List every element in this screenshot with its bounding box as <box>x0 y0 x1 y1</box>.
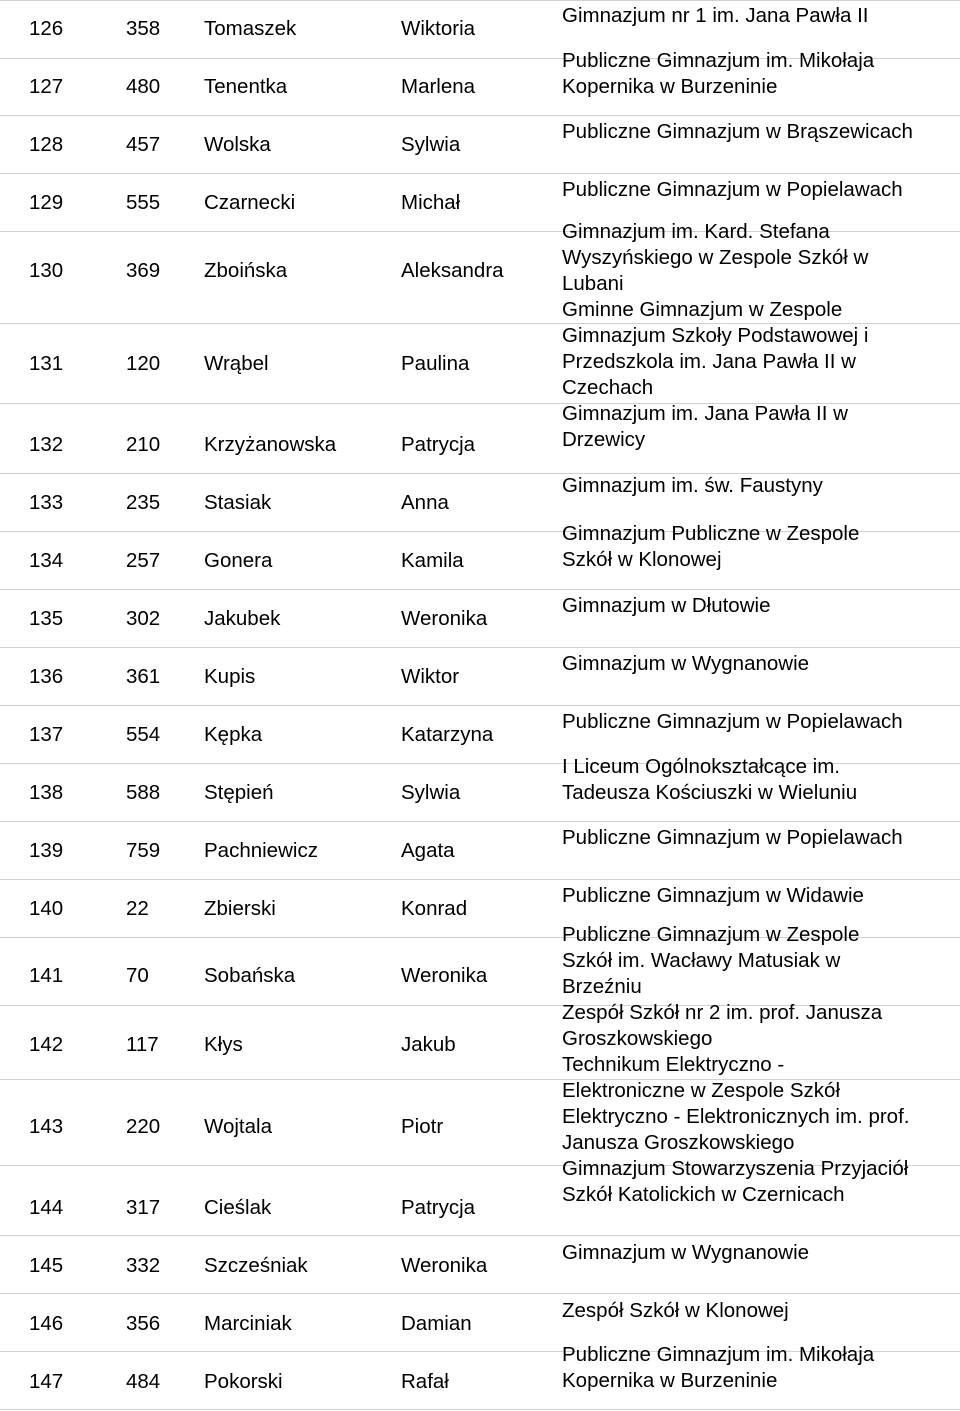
row-number: 144 <box>29 1196 64 1219</box>
row-school <box>562 119 913 145</box>
row-code: 317 <box>126 1196 161 1219</box>
row-number: 128 <box>29 133 64 156</box>
school-line: Gimnazjum nr 1 im. Jana Pawła II <box>562 4 869 27</box>
row-school <box>562 1240 809 1266</box>
row-school <box>562 922 909 1208</box>
row-code: 555 <box>126 191 161 214</box>
row-school <box>562 651 809 677</box>
row-number: 143 <box>29 1115 64 1138</box>
row-school <box>562 473 823 499</box>
row-number: 126 <box>29 17 64 40</box>
school-line: Gimnazjum im. Jana Pawła II w <box>562 402 848 425</box>
row-first-name: Paulina <box>401 352 470 375</box>
row-code: 332 <box>126 1254 161 1277</box>
school-line: Zespół Szkół nr 2 im. prof. Janusza <box>562 1001 883 1024</box>
row-surname: Sobańska <box>204 964 296 987</box>
school-line: Publiczne Gimnazjum im. Mikołaja <box>562 1343 875 1366</box>
row-first-name: Agata <box>401 839 455 862</box>
school-line: Gimnazjum w Wygnanowie <box>562 1241 810 1264</box>
school-line: Publiczne Gimnazjum w Popielawach <box>562 710 903 733</box>
row-surname: Cieślak <box>204 1196 272 1219</box>
school-line: Gimnazjum Stowarzyszenia Przyjaciół <box>562 1157 909 1180</box>
school-line: Lubani <box>562 272 624 295</box>
row-code: 117 <box>126 1033 159 1056</box>
row-first-name: Sylwia <box>401 133 461 156</box>
row-surname: Stępień <box>204 781 274 804</box>
row-surname: Tenentka <box>204 75 288 98</box>
row-school <box>562 593 770 619</box>
school-line: Gimnazjum Publiczne w Zespole <box>562 522 860 545</box>
school-line: Gimnazjum Szkoły Podstawowej i <box>562 324 869 347</box>
row-first-name: Patrycja <box>401 1196 476 1219</box>
school-line: Szkół im. Wacławy Matusiak w <box>562 949 841 972</box>
school-line: Gimnazjum im. św. Faustyny <box>562 474 823 497</box>
row-number: 138 <box>29 781 64 804</box>
school-line: Gimnazjum w Dłutowie <box>562 594 771 617</box>
school-line: Publiczne Gimnazjum w Brąszewicach <box>562 120 913 143</box>
school-line: Szkół w Klonowej <box>562 548 722 571</box>
row-number: 131 <box>29 352 64 375</box>
row-surname: Wolska <box>204 133 271 156</box>
school-line: Publiczne Gimnazjum w Zespole <box>562 923 860 946</box>
row-first-name: Konrad <box>401 897 468 920</box>
row-surname: Gonera <box>204 549 273 572</box>
school-line: Brzeźniu <box>562 975 642 998</box>
row-code: 358 <box>126 17 161 40</box>
row-surname: Stasiak <box>204 491 272 514</box>
row-number: 135 <box>29 607 64 630</box>
school-line: Publiczne Gimnazjum w Widawie <box>562 884 864 907</box>
row-school <box>562 521 859 573</box>
row-first-name: Patrycja <box>401 433 476 456</box>
row-code: 484 <box>126 1370 161 1393</box>
row-code: 369 <box>126 259 161 282</box>
row-code: 120 <box>126 352 161 375</box>
row-first-name: Weronika <box>401 607 488 630</box>
row-number: 127 <box>29 75 64 98</box>
row-code: 554 <box>126 723 161 746</box>
row-school <box>562 709 903 735</box>
school-line: Gimnazjum w Wygnanowie <box>562 652 810 675</box>
row-school <box>562 3 868 29</box>
row-surname: Tomaszek <box>204 17 297 40</box>
row-first-name: Damian <box>401 1312 472 1335</box>
row-surname: Kępka <box>204 723 263 746</box>
row-first-name: Piotr <box>401 1115 444 1138</box>
school-line: Zespół Szkół w Klonowej <box>562 1299 789 1322</box>
row-number: 132 <box>29 433 64 456</box>
school-line: Publiczne Gimnazjum im. Mikołaja <box>562 49 875 72</box>
row-first-name: Marlena <box>401 75 476 98</box>
school-line: Elektroniczne w Zespole Szkół <box>562 1079 841 1102</box>
row-code: 22 <box>126 897 149 920</box>
row-first-name: Michał <box>401 191 461 214</box>
row-number: 136 <box>29 665 64 688</box>
row-first-name: Sylwia <box>401 781 461 804</box>
row-number: 147 <box>29 1370 64 1393</box>
row-surname: Pokorski <box>204 1370 283 1393</box>
school-line: Przedszkola im. Jana Pawła II w <box>562 350 856 373</box>
row-school <box>562 883 864 909</box>
row-number: 130 <box>29 259 64 282</box>
row-surname: Zboińska <box>204 259 288 282</box>
row-number: 140 <box>29 897 64 920</box>
row-first-name: Weronika <box>401 964 488 987</box>
row-school <box>562 754 857 806</box>
row-surname: Czarnecki <box>204 191 296 214</box>
row-first-name: Wiktor <box>401 665 460 688</box>
row-number: 137 <box>29 723 64 746</box>
row-surname: Szcześniak <box>204 1254 308 1277</box>
row-school <box>562 825 903 851</box>
row-surname: Marciniak <box>204 1312 292 1335</box>
row-code: 210 <box>126 433 161 456</box>
row-first-name: Rafał <box>401 1370 449 1393</box>
row-school <box>562 1342 874 1394</box>
row-number: 145 <box>29 1254 64 1277</box>
row-code: 457 <box>126 133 161 156</box>
row-number: 133 <box>29 491 64 514</box>
school-line: Gminne Gimnazjum w Zespole <box>562 298 843 321</box>
school-line: Kopernika w Burzeninie <box>562 75 778 98</box>
row-first-name: Anna <box>401 491 449 514</box>
row-code: 356 <box>126 1312 161 1335</box>
row-surname: Kupis <box>204 665 256 688</box>
school-line: Tadeusza Kościuszki w Wieluniu <box>562 781 858 804</box>
school-line: Technikum Elektryczno - <box>562 1053 785 1076</box>
row-code: 302 <box>126 607 161 630</box>
row-number: 129 <box>29 191 64 214</box>
row-code: 361 <box>126 665 161 688</box>
row-code: 759 <box>126 839 161 862</box>
row-number: 134 <box>29 549 64 572</box>
row-school <box>562 1298 789 1324</box>
school-line: Drzewicy <box>562 428 646 451</box>
row-code: 220 <box>126 1115 161 1138</box>
school-line: Szkół Katolickich w Czernicach <box>562 1183 845 1206</box>
school-line: Wyszyńskiego w Zespole Szkół w <box>562 246 869 269</box>
row-number: 141 <box>29 964 64 987</box>
row-surname: Wojtala <box>204 1115 272 1138</box>
school-line: Czechach <box>562 376 654 399</box>
school-line: Publiczne Gimnazjum w Popielawach <box>562 178 903 201</box>
row-number: 142 <box>29 1033 64 1056</box>
row-first-name: Weronika <box>401 1254 488 1277</box>
school-line: Gimnazjum im. Kard. Stefana <box>562 220 830 243</box>
row-code: 588 <box>126 781 161 804</box>
row-surname: Wrąbel <box>204 352 269 375</box>
school-line: Janusza Groszkowskiego <box>562 1131 795 1154</box>
row-first-name: Katarzyna <box>401 723 494 746</box>
school-line: Elektryczno - Elektronicznych im. prof. <box>562 1105 910 1128</box>
row-number: 146 <box>29 1312 64 1335</box>
row-code: 70 <box>126 964 149 987</box>
row-code: 235 <box>126 491 161 514</box>
school-line: Publiczne Gimnazjum w Popielawach <box>562 826 903 849</box>
row-first-name: Kamila <box>401 549 464 572</box>
row-school <box>562 177 903 203</box>
row-first-name: Jakub <box>401 1033 456 1056</box>
row-surname: Kłys <box>204 1033 243 1056</box>
row-surname: Pachniewicz <box>204 839 318 862</box>
row-school <box>562 219 868 453</box>
row-surname: Krzyżanowska <box>204 433 337 456</box>
row-number: 139 <box>29 839 64 862</box>
row-first-name: Wiktoria <box>401 17 476 40</box>
row-code: 257 <box>126 549 161 572</box>
school-line: Kopernika w Burzeninie <box>562 1369 778 1392</box>
row-school <box>562 48 874 100</box>
row-surname: Jakubek <box>204 607 281 630</box>
row-surname: Zbierski <box>204 897 276 920</box>
row-code: 480 <box>126 75 161 98</box>
school-line: I Liceum Ogólnokształcące im. <box>562 755 841 778</box>
school-line: Groszkowskiego <box>562 1027 713 1050</box>
row-first-name: Aleksandra <box>401 259 504 282</box>
